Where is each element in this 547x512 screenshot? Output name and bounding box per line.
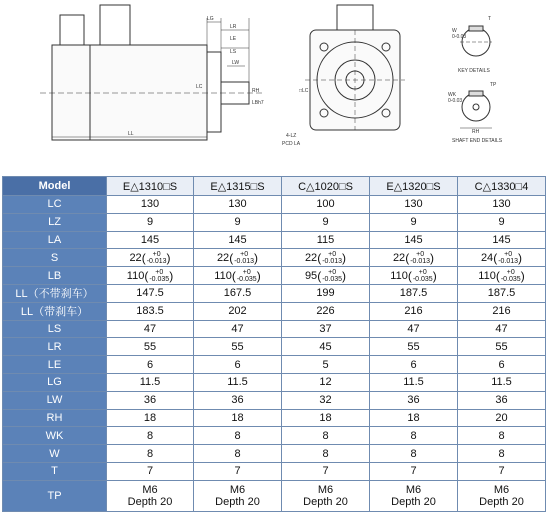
table-row [3, 302, 546, 320]
table-row [3, 462, 546, 480]
paren-open: ( [493, 250, 498, 265]
shaft-label-rh: RH [472, 129, 480, 135]
table-cell: 216 [458, 302, 546, 320]
table-cell: 5 [282, 356, 370, 374]
table-cell: 7 [282, 462, 370, 480]
dim-label-ll: LL [128, 131, 134, 137]
paren-close: ) [430, 250, 435, 265]
table-cell: 9 [458, 213, 546, 231]
model-col-4: E△1320□S [370, 177, 458, 196]
table-row [3, 284, 546, 302]
lower-tolerance: -0.013 [234, 257, 255, 265]
row-label: LC [3, 196, 107, 214]
table-cell: 8 [370, 445, 458, 463]
table-cell: 9 [370, 213, 458, 231]
table-cell: 47 [107, 320, 194, 338]
table-cell: 11.5 [194, 373, 282, 391]
dim-label-lc: LC [196, 84, 203, 90]
upper-tolerance: +0 [328, 250, 337, 258]
table-cell [194, 249, 282, 267]
tolerance-value [129, 251, 170, 265]
upper-tolerance: +0 [506, 268, 515, 276]
table-header-row [3, 177, 546, 196]
lower-tolerance: -0.013 [498, 257, 519, 265]
table-cell [458, 249, 546, 267]
lower-tolerance: -0.035 [412, 275, 433, 283]
nominal-value: 22 [304, 251, 318, 264]
paren-close: ) [432, 268, 437, 283]
table-row [3, 356, 546, 374]
row-label: S [3, 249, 107, 267]
tolerance-fraction [410, 251, 430, 265]
table-cell: 8 [458, 445, 546, 463]
tolerance-fraction [322, 269, 342, 283]
table-cell: 167.5 [194, 284, 282, 302]
table-cell [282, 267, 370, 285]
paren-open: ( [231, 268, 236, 283]
table-row [3, 427, 546, 445]
paren-close: ) [256, 268, 261, 283]
tolerance-value [305, 251, 346, 265]
table-cell: 145 [194, 231, 282, 249]
table-cell: 130 [458, 196, 546, 214]
table-cell: 6 [370, 356, 458, 374]
tolerance-fraction [413, 269, 433, 283]
table-cell: 32 [282, 391, 370, 409]
row-label: LR [3, 338, 107, 356]
table-cell: 55 [458, 338, 546, 356]
row-label: TP [3, 480, 107, 511]
table-cell: 18 [107, 409, 194, 427]
table-cell: 183.5 [107, 302, 194, 320]
table-cell: 100 [282, 196, 370, 214]
table-cell: 6 [194, 356, 282, 374]
row-label: LG [3, 373, 107, 391]
table-cell: 47 [194, 320, 282, 338]
paren-close: ) [169, 268, 174, 283]
table-cell: 7 [194, 462, 282, 480]
nominal-value: 110 [478, 269, 496, 282]
row-label: LS [3, 320, 107, 338]
table-row [3, 231, 546, 249]
table-cell: 37 [282, 320, 370, 338]
table-cell: 145 [458, 231, 546, 249]
table-cell: 8 [458, 427, 546, 445]
table-cell: 36 [107, 391, 194, 409]
upper-tolerance: +0 [418, 268, 427, 276]
table-cell: 187.5 [458, 284, 546, 302]
key-label-w-tol: 0-0.03 [452, 34, 467, 40]
table-cell: 7 [458, 462, 546, 480]
tolerance-fraction [498, 251, 518, 265]
upper-tolerance: +0 [152, 250, 161, 258]
row-label: LL（带刹车） [3, 302, 107, 320]
table-cell: 47 [458, 320, 546, 338]
table-cell: 7 [370, 462, 458, 480]
paren-close: ) [342, 268, 347, 283]
row-label: LA [3, 231, 107, 249]
nominal-value: 110 [214, 269, 232, 282]
paren-open: ( [141, 250, 146, 265]
table-cell: 9 [282, 213, 370, 231]
drawings-svg [0, 0, 547, 172]
table-cell: 11.5 [458, 373, 546, 391]
table-row [3, 445, 546, 463]
tolerance-fraction [149, 269, 169, 283]
key-label-t: T [488, 16, 492, 22]
dim-label-lw: LW [232, 60, 240, 66]
row-label: LW [3, 391, 107, 409]
lower-tolerance: -0.013 [322, 257, 343, 265]
table-cell [370, 267, 458, 285]
tolerance-fraction [147, 251, 167, 265]
nominal-value: 24 [480, 251, 494, 264]
upper-tolerance: +0 [242, 268, 251, 276]
front-label-lc: □LC [299, 88, 309, 94]
table-cell: 130 [107, 196, 194, 214]
spec-table-body [3, 196, 546, 512]
dim-label-lb: LBh7 [252, 100, 264, 106]
tolerance-fraction [501, 269, 521, 283]
tolerance-value [478, 269, 524, 283]
tolerance-value [393, 251, 434, 265]
table-row [3, 196, 546, 214]
table-cell: 199 [282, 284, 370, 302]
front-label-pcd: PCD LA [282, 141, 301, 147]
model-col-1: E△1310□S [107, 177, 194, 196]
table-cell: 11.5 [370, 373, 458, 391]
paren-close: ) [342, 250, 347, 265]
dim-label-ls: LS [230, 49, 237, 55]
table-cell: 6 [458, 356, 546, 374]
row-label: T [3, 462, 107, 480]
model-header: Model [3, 177, 107, 196]
table-row [3, 409, 546, 427]
table-cell: 18 [194, 409, 282, 427]
nominal-value: 110 [390, 269, 408, 282]
paren-close: ) [518, 250, 523, 265]
paren-open: ( [144, 268, 149, 283]
key-details-drawing [460, 26, 492, 56]
upper-tolerance: +0 [155, 268, 164, 276]
model-col-2: E△1315□S [194, 177, 282, 196]
table-cell: 8 [370, 427, 458, 445]
technical-drawings [0, 0, 547, 172]
key-details-title: KEY DETAILS [458, 68, 490, 74]
nominal-value: 22 [392, 251, 406, 264]
upper-tolerance: +0 [328, 268, 337, 276]
table-cell: 9 [107, 213, 194, 231]
shaft-end-drawing [460, 91, 492, 128]
table-cell: 36 [370, 391, 458, 409]
table-row [3, 480, 546, 511]
shaft-end-title: SHAFT END DETAILS [452, 138, 503, 144]
table-row [3, 267, 546, 285]
lower-tolerance: -0.035 [500, 275, 521, 283]
table-row [3, 213, 546, 231]
table-cell: 8 [282, 427, 370, 445]
table-cell: M6 Depth 20 [370, 480, 458, 511]
table-cell: 9 [194, 213, 282, 231]
lower-tolerance: -0.013 [410, 257, 431, 265]
table-cell: 115 [282, 231, 370, 249]
paren-open: ( [495, 268, 500, 283]
table-cell [194, 267, 282, 285]
spec-table [2, 176, 546, 512]
row-label: WK [3, 427, 107, 445]
table-cell: 8 [107, 445, 194, 463]
upper-tolerance: +0 [416, 250, 425, 258]
table-row [3, 338, 546, 356]
paren-open: ( [317, 250, 322, 265]
paren-open: ( [317, 268, 322, 283]
key-details-labels [452, 16, 491, 74]
table-cell: 18 [370, 409, 458, 427]
table-cell: 20 [458, 409, 546, 427]
row-label: LB [3, 267, 107, 285]
model-col-3: C△1020□S [282, 177, 370, 196]
table-row [3, 373, 546, 391]
front-view-drawing [305, 5, 405, 130]
row-label: LZ [3, 213, 107, 231]
upper-tolerance: +0 [504, 250, 513, 258]
tolerance-value [127, 269, 173, 283]
tolerance-value [217, 251, 258, 265]
lower-tolerance: -0.013 [146, 257, 167, 265]
nominal-value: 110 [126, 269, 145, 282]
table-cell: 55 [107, 338, 194, 356]
tolerance-value [214, 269, 260, 283]
tolerance-value [390, 269, 436, 283]
shaft-label-tp: TP [490, 82, 497, 88]
table-row [3, 391, 546, 409]
table-cell: M6 Depth 20 [458, 480, 546, 511]
table-cell: 6 [107, 356, 194, 374]
row-label: LE [3, 356, 107, 374]
table-cell: M6 Depth 20 [282, 480, 370, 511]
table-cell: 45 [282, 338, 370, 356]
table-cell: 47 [370, 320, 458, 338]
table-cell: 36 [194, 391, 282, 409]
table-cell: 8 [282, 445, 370, 463]
nominal-value: 22 [129, 251, 142, 264]
table-row [3, 320, 546, 338]
front-label-lz: 4-LZ [286, 133, 297, 139]
row-label: LL（不带刹车） [3, 284, 107, 302]
tolerance-value [305, 269, 346, 283]
table-cell: 226 [282, 302, 370, 320]
table-cell: 55 [194, 338, 282, 356]
table-row [3, 249, 546, 267]
table-cell: 202 [194, 302, 282, 320]
table-cell: 8 [194, 445, 282, 463]
table-cell: 8 [107, 427, 194, 445]
table-cell: M6 Depth 20 [194, 480, 282, 511]
upper-tolerance: +0 [240, 250, 249, 258]
table-cell: 145 [107, 231, 194, 249]
table-cell [282, 249, 370, 267]
paren-close: ) [520, 268, 525, 283]
table-cell: 216 [370, 302, 458, 320]
model-col-5: C△1330□4 [458, 177, 546, 196]
tolerance-fraction [322, 251, 342, 265]
table-cell: 130 [370, 196, 458, 214]
paren-close: ) [166, 250, 171, 265]
table-cell: M6 Depth 20 [107, 480, 194, 511]
table-cell: 12 [282, 373, 370, 391]
table-cell: 36 [458, 391, 546, 409]
dim-label-rh: RH [252, 88, 260, 94]
row-label: RH [3, 409, 107, 427]
key-label-w: W [452, 28, 457, 34]
tolerance-value [481, 251, 522, 265]
lower-tolerance: -0.035 [236, 275, 257, 283]
paren-open: ( [405, 250, 410, 265]
table-cell [107, 267, 194, 285]
table-cell: 147.5 [107, 284, 194, 302]
paren-open: ( [229, 250, 234, 265]
table-cell: 11.5 [107, 373, 194, 391]
table-cell: 18 [282, 409, 370, 427]
table-cell [370, 249, 458, 267]
row-label: W [3, 445, 107, 463]
dim-label-le: LE [230, 36, 237, 42]
table-cell: 130 [194, 196, 282, 214]
table-cell [107, 249, 194, 267]
table-cell: 145 [370, 231, 458, 249]
shaft-label-wk-tol: 0-0.03 [448, 98, 463, 104]
dim-label-lr: LR [230, 24, 237, 30]
table-cell: 7 [107, 462, 194, 480]
table-cell [458, 267, 546, 285]
table-cell: 8 [194, 427, 282, 445]
tolerance-fraction [237, 269, 257, 283]
paren-open: ( [407, 268, 412, 283]
table-cell: 187.5 [370, 284, 458, 302]
nominal-value: 22 [216, 251, 230, 264]
lower-tolerance: -0.035 [322, 275, 343, 283]
paren-close: ) [254, 250, 259, 265]
shaft-label-wk: WK [448, 92, 457, 98]
side-view-drawing [40, 5, 262, 140]
front-view-labels [282, 88, 309, 147]
dim-label-lg: LG [207, 16, 214, 22]
lower-tolerance: -0.035 [149, 275, 170, 283]
nominal-value: 95 [304, 269, 318, 282]
table-cell: 55 [370, 338, 458, 356]
tolerance-fraction [234, 251, 254, 265]
